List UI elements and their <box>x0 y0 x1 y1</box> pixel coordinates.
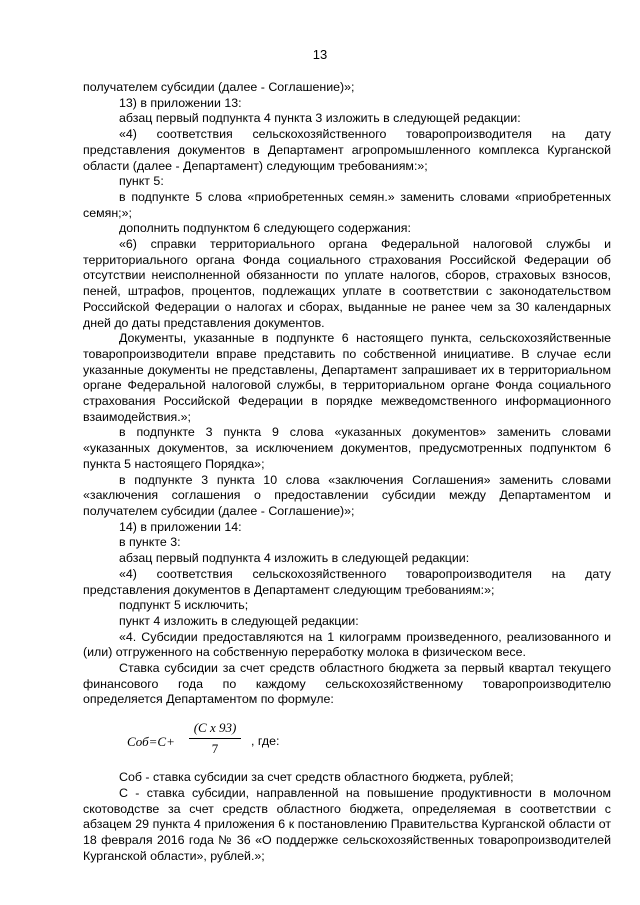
paragraph: абзац первый подпункта 4 пункта 3 изложить в следующей редакции: <box>119 111 521 126</box>
paragraph: «4. Субсидии предоставляются на 1 килограмм произведенного, реализованного и (или) отгруженного на собственную переработку молока в физическом весе. <box>83 629 611 660</box>
paragraph: в подпункте 5 слова «приобретенных семян.» заменить словами «приобретенных семян;»; <box>83 189 611 220</box>
formula-numerator: (С х 93) <box>189 720 241 739</box>
formula-lhs: Соб=С+ <box>127 734 175 750</box>
subsidy-formula <box>127 720 611 762</box>
formula-suffix: , где: <box>251 734 280 749</box>
paragraph: «4) соответствия сельскохозяйственного товаропроизводителя на дату представления документов в Департамент следующим требованиям:»; <box>83 566 611 597</box>
paragraph: получателем субсидии (далее - Соглашение)»; <box>83 80 355 94</box>
definition-list <box>83 770 611 864</box>
formula-denominator: 7 <box>211 740 219 756</box>
paragraph: пункт 4 изложить в следующей редакции: <box>119 613 359 628</box>
paragraph: 14) в приложении 14: <box>119 519 242 534</box>
paragraph-list <box>83 80 611 708</box>
paragraph: 13) в приложении 13: <box>119 95 242 110</box>
definition-paragraph: С - ставка субсидии, направленной на повышение продуктивности в молочном скотоводстве за счет средств областного бюджета, определяемая в соответствии с абзацем 29 пункта 4 приложения 6 к постановлению Правительства Курганской области от 18 февраля 2016 года № 36 «О поддержке сельскохозяйственных товаропроизводителей Курганской области», рублей.»; <box>83 785 611 863</box>
paragraph: «6) справки территориального органа Федеральной налоговой службы и территориального органа Фонда социального страхования Российской Федерации об отсутствии неисполненной обязанности по уплате налогов, сборов, страховых взносов, пеней, штрафов, процентов, подлежащих уплате в соответствии с законодательством Российской Федерации о налогах и сборах, выданные не ранее чем за 30 календарных дней до даты представления документов. <box>83 237 611 330</box>
paragraph: в подпункте 3 пункта 10 слова «заключения Соглашения» заменить словами «заключения соглашения о предоставлении субсидии между Департаментом и получателем субсидии (далее - Соглашение)»; <box>83 472 611 518</box>
paragraph: в подпункте 3 пункта 9 слова «указанных документов» заменить словами «указанных документов, за исключением документов, предусмотренных подпунктом 6 пункта 5 настоящего Порядка»; <box>83 425 611 471</box>
definition-paragraph: Соб - ставка субсидии за счет средств областного бюджета, рублей; <box>119 770 514 785</box>
paragraph: пункт 5: <box>119 174 164 189</box>
paragraph: в пункте 3: <box>119 535 181 550</box>
paragraph: Ставка субсидии за счет средств областного бюджета за первый квартал текущего финансового года по каждому сельскохозяйственному товаропроизводителю определяется Департаментом по формуле: <box>83 661 611 707</box>
paragraph: дополнить подпунктом 6 следующего содержания: <box>119 221 411 236</box>
document-body <box>83 80 611 864</box>
spacer <box>83 762 611 770</box>
formula-fraction <box>189 720 241 756</box>
paragraph: подпункт 5 исключить; <box>119 598 249 613</box>
paragraph: Документы, указанные в подпункте 6 настоящего пункта, сельскохозяйственные товаропроизводители вправе представить по собственной инициативе. В случае если указанные документы не представлены, Департамент запрашивает их в территориальном органе Федеральной налоговой службы, в территориальном органе Фонда социального страхования Российской Федерации в порядке межведомственного информационного взаимодействия.»; <box>83 331 611 424</box>
paragraph: абзац первый подпункта 4 изложить в следующей редакции: <box>119 551 470 566</box>
page-number: 13 <box>312 47 328 62</box>
paragraph: «4) соответствия сельскохозяйственного товаропроизводителя на дату представления документов в Департамент агропромышленного комплекса Курганской области (далее - Департамент) следующим требованиям:»; <box>83 127 611 173</box>
